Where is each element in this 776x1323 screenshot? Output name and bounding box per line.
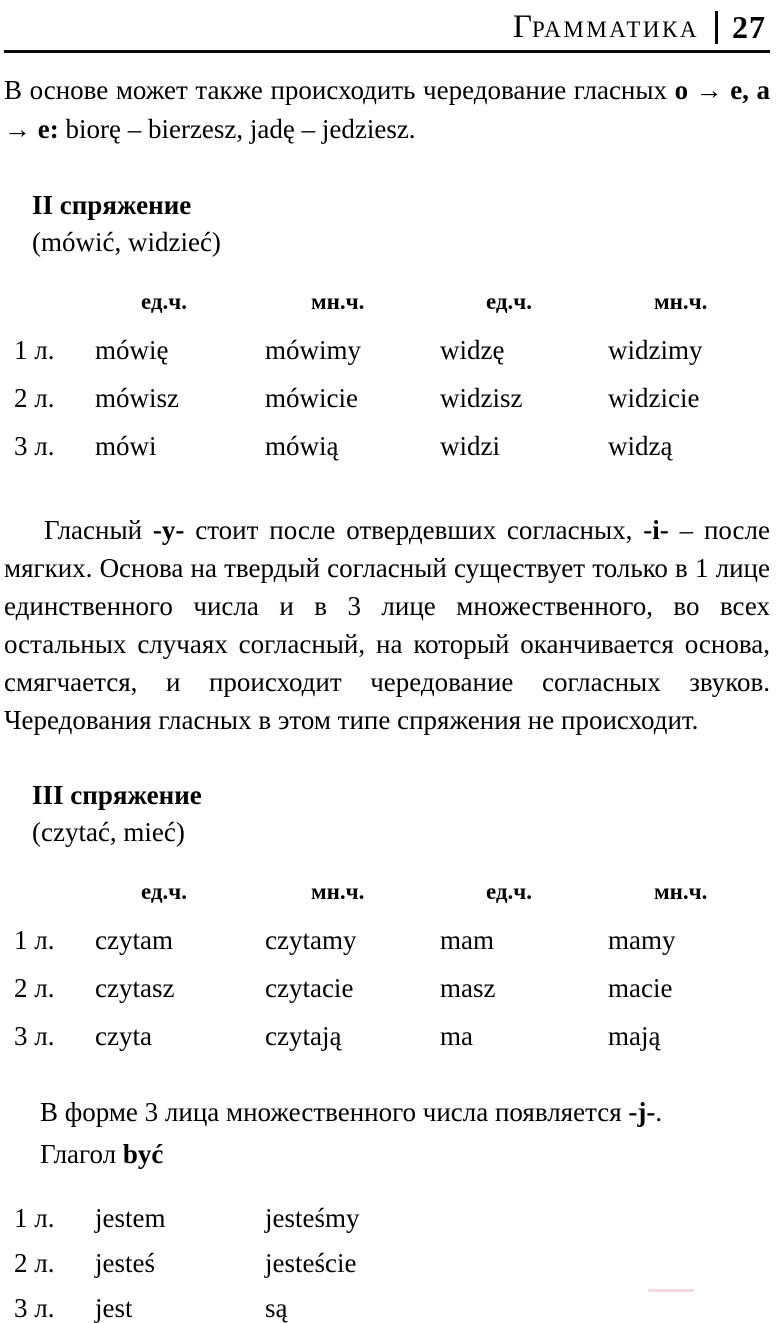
bold-text-segment: о → е, а → е: bbox=[4, 75, 770, 144]
verb-form-cell: ma bbox=[440, 1021, 473, 1051]
verb-form-cell: macie bbox=[608, 973, 673, 1003]
page-number: 27 bbox=[732, 8, 766, 45]
table-row bbox=[14, 973, 770, 1003]
section-title-rest: РАММАТИКА bbox=[531, 16, 699, 42]
column-header: мн.ч. bbox=[654, 289, 708, 314]
conjugation-2-heading bbox=[32, 187, 770, 261]
header-divider bbox=[715, 11, 718, 44]
table-header-row bbox=[14, 287, 770, 317]
table-header-row bbox=[14, 877, 770, 907]
table-row bbox=[14, 925, 770, 955]
text-segment: biorę – bierzesz, jadę – jedziesz. bbox=[58, 114, 416, 144]
verb-form-cell: czytasz bbox=[95, 973, 175, 1003]
person-label: 2 л. bbox=[14, 383, 55, 413]
person-label: 3 л. bbox=[14, 1293, 55, 1323]
verb-form-cell: mają bbox=[608, 1021, 661, 1051]
header-rule bbox=[4, 50, 770, 53]
text-segment: . bbox=[655, 1097, 663, 1127]
conjugation-3-examples: (czytać, mieć) bbox=[32, 817, 185, 847]
table-row bbox=[14, 1203, 770, 1233]
column-header: ед.ч. bbox=[141, 289, 188, 314]
section-title bbox=[513, 9, 699, 46]
scan-artifact-line bbox=[648, 1289, 694, 1292]
intro-paragraph bbox=[4, 71, 770, 149]
verb-form-cell: czyta bbox=[95, 1021, 152, 1051]
verb-form-cell: są bbox=[265, 1293, 288, 1323]
conjugation-2-examples: (mówić, widzieć) bbox=[32, 227, 221, 257]
verb-form-cell: jesteście bbox=[265, 1248, 357, 1278]
table-row bbox=[14, 431, 770, 461]
verb-form-cell: mówię bbox=[95, 335, 169, 365]
verb-form-cell: widzisz bbox=[440, 383, 523, 413]
column-header: мн.ч. bbox=[311, 879, 365, 904]
verb-form-cell: widzimy bbox=[608, 335, 703, 365]
byc-verb-label bbox=[40, 1135, 770, 1173]
text-segment: – после мягких. Основа на твердый согласный существует только в 1 лице единственного числа и в 3 лице множественного, во всех остальных случаях согласный, на который оканчивается основа, смягчается, и происходит чередование согласных звуков. Чередования гласных в этом типе спряжения не происходит. bbox=[4, 515, 771, 735]
bold-text-segment: -y- bbox=[152, 515, 185, 545]
person-label: 2 л. bbox=[14, 1248, 55, 1278]
bold-text-segment: -i- bbox=[643, 515, 669, 545]
verb-form-cell: czytacie bbox=[265, 973, 354, 1003]
text-segment: В основе может также происходить чередование гласных bbox=[4, 75, 675, 105]
verb-form-cell: jestem bbox=[95, 1203, 166, 1233]
verb-form-cell: czytają bbox=[265, 1021, 342, 1051]
bold-text-segment: -j- bbox=[628, 1097, 656, 1127]
person-label: 2 л. bbox=[14, 973, 55, 1003]
page-header bbox=[4, 0, 770, 46]
conjugation-2-title: II спряжение bbox=[32, 190, 192, 220]
conjugation-3-title: III спряжение bbox=[32, 780, 202, 810]
conjugation-2-table bbox=[14, 287, 770, 461]
byc-conjugation-table bbox=[14, 1203, 770, 1323]
column-header: ед.ч. bbox=[486, 289, 533, 314]
conjugation-3-heading bbox=[32, 777, 770, 851]
column-header: мн.ч. bbox=[654, 879, 708, 904]
verb-form-cell: widzicie bbox=[608, 383, 700, 413]
verb-form-cell: mówicie bbox=[265, 383, 358, 413]
table-corner-cell bbox=[14, 287, 95, 317]
verb-form-cell: mam bbox=[440, 925, 494, 955]
verb-form-cell: masz bbox=[440, 973, 496, 1003]
person-label: 1 л. bbox=[14, 1203, 55, 1233]
text-segment: В форме 3 лица множественного числа появляется bbox=[40, 1097, 629, 1127]
table-row bbox=[14, 1293, 770, 1323]
verb-form-cell: widzę bbox=[440, 335, 505, 365]
verb-form-cell: mówią bbox=[265, 431, 339, 461]
table-row bbox=[14, 383, 770, 413]
table-corner-cell bbox=[14, 877, 95, 907]
table-row bbox=[14, 1021, 770, 1051]
person-label: 3 л. bbox=[14, 1021, 55, 1051]
verb-form-cell: mamy bbox=[608, 925, 676, 955]
person-label: 1 л. bbox=[14, 925, 55, 955]
person-label: 3 л. bbox=[14, 431, 55, 461]
text-segment: Глагол bbox=[40, 1139, 123, 1169]
note-paragraph bbox=[40, 1093, 770, 1131]
bold-text-segment: być bbox=[122, 1139, 164, 1169]
verb-form-cell: czytam bbox=[95, 925, 173, 955]
column-header: ед.ч. bbox=[486, 879, 533, 904]
verb-form-cell: jesteśmy bbox=[265, 1203, 360, 1233]
verb-form-cell: czytamy bbox=[265, 925, 357, 955]
conjugation-3-table bbox=[14, 877, 770, 1051]
table-row bbox=[14, 335, 770, 365]
verb-form-cell: widzi bbox=[440, 431, 500, 461]
verb-form-cell: mówisz bbox=[95, 383, 179, 413]
verb-form-cell: mówi bbox=[95, 431, 157, 461]
section-title-initial: Г bbox=[512, 8, 532, 45]
verb-form-cell: jesteś bbox=[95, 1248, 155, 1278]
verb-form-cell: widzą bbox=[608, 431, 673, 461]
verb-form-cell: mówimy bbox=[265, 335, 362, 365]
column-header: ед.ч. bbox=[141, 879, 188, 904]
person-label: 1 л. bbox=[14, 335, 55, 365]
table-row bbox=[14, 1248, 770, 1278]
explanation-paragraph bbox=[4, 511, 770, 739]
verb-form-cell: jest bbox=[95, 1293, 133, 1323]
text-segment: Гласный bbox=[44, 515, 153, 545]
column-header: мн.ч. bbox=[311, 289, 365, 314]
text-segment: стоит после отвердевших согласных, bbox=[184, 515, 644, 545]
